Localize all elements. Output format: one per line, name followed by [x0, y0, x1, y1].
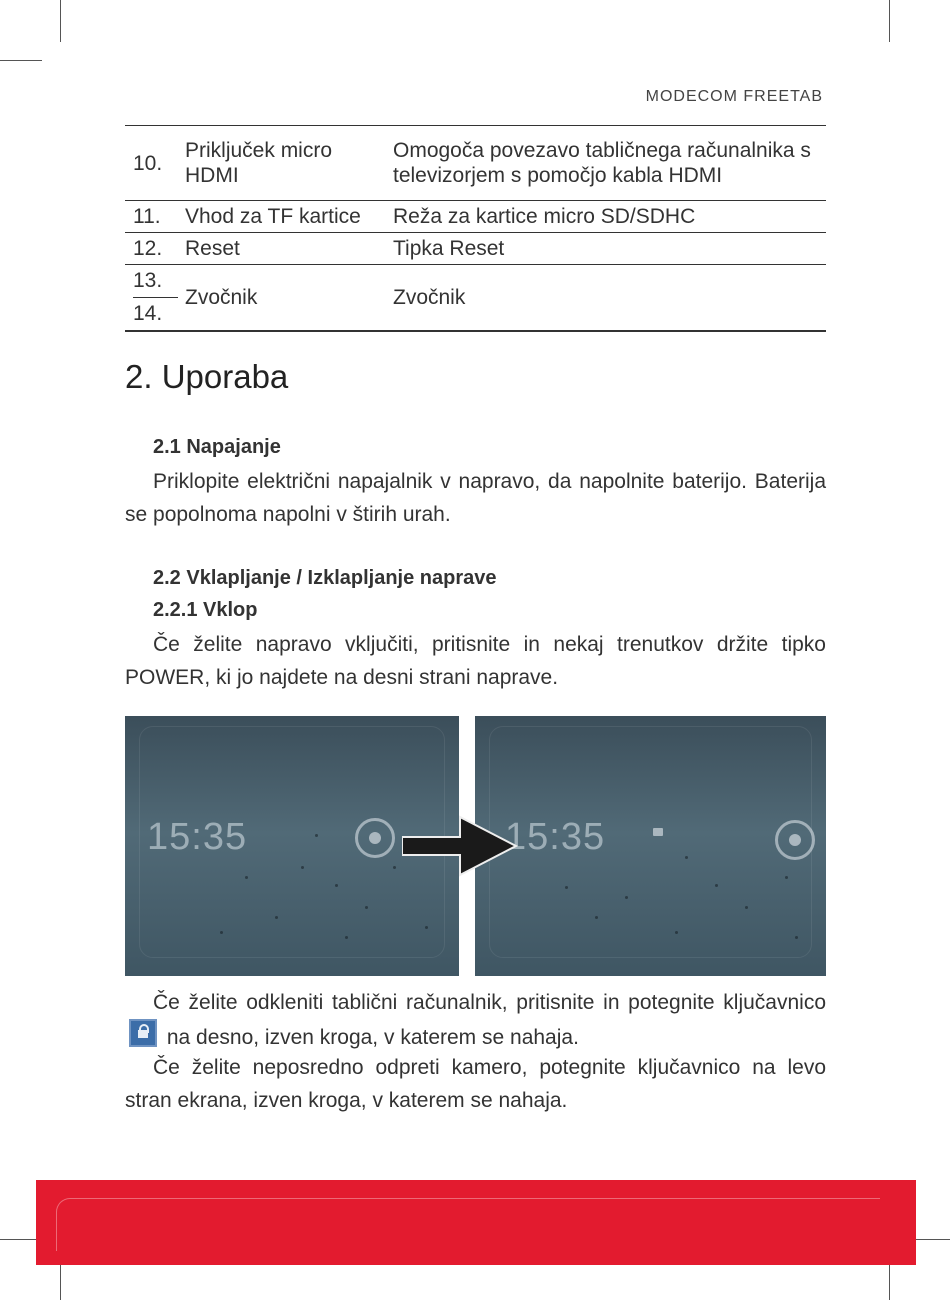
- table-row: [125, 265, 826, 332]
- paragraph-unlock: Če želite odkleniti tablični računalnik, pritisnite in potegnite ključavnico na desno, izven kroga, v katerem se nahaja.: [125, 986, 826, 1054]
- row-name: Vhod za TF kartice: [185, 201, 393, 233]
- row-description: Omogoča povezavo tabličnega računalnika s televizorjem s pomočjo kabla HDMI: [393, 139, 811, 187]
- lock-ring-icon: [355, 818, 395, 858]
- row-description: Zvočnik: [393, 265, 826, 332]
- row-number: 12.: [125, 233, 185, 265]
- row-name: Priključek micro HDMI: [185, 139, 333, 187]
- paragraph-camera: Če želite neposredno odpreti kamero, potegnite ključavnico na levo stran ekrana, izven kroga, v katerem se nahaja.: [125, 1056, 826, 1112]
- lock-icon: [129, 1019, 157, 1047]
- crop-mark: [889, 0, 890, 42]
- row-description: Tipka Reset: [393, 233, 826, 265]
- section-title: 2. Uporaba: [125, 358, 289, 395]
- paragraph-vklop: Če želite napravo vključiti, pritisnite in nekaj trenutkov držite tipko POWER, ki jo najdete na desni strani naprave.: [125, 633, 826, 689]
- row-description: Reža za kartice micro SD/SDHC: [393, 201, 826, 233]
- clock-text: 15:35: [147, 816, 248, 858]
- row-number-merged: 13. 14.: [125, 265, 185, 332]
- heading-vklop: 2.2.1 Vklop: [153, 599, 258, 621]
- table-row: [125, 126, 826, 201]
- row-number: 11.: [125, 201, 185, 233]
- table-row: [125, 233, 826, 265]
- row-name: Zvočnik: [185, 265, 393, 332]
- crop-mark: [0, 60, 42, 61]
- paragraph-napajanje: Priklopite električni napajalnik v napravo, da napolnite baterijo. Baterija se popolnoma napolni v štirih urah.: [125, 470, 826, 526]
- lock-handle-icon: [653, 828, 663, 836]
- heading-napajanje: 2.1 Napajanje: [153, 436, 281, 458]
- clock-text: 15:35: [505, 816, 606, 858]
- heading-vklapljanje: 2.2 Vklapljanje / Izklapljanje naprave: [153, 567, 497, 589]
- table-row: [125, 201, 826, 233]
- right-arrow-icon: [402, 813, 520, 879]
- page-header-brand: MODECOM FREETAB: [645, 88, 823, 105]
- row-number: 10.: [133, 151, 163, 175]
- footer-bar: [36, 1180, 916, 1265]
- spec-table: [125, 125, 826, 332]
- lockscreen-image-after: [475, 716, 826, 976]
- crop-mark: [60, 0, 61, 42]
- lock-ring-icon: [775, 820, 815, 860]
- row-name: Reset: [185, 233, 393, 265]
